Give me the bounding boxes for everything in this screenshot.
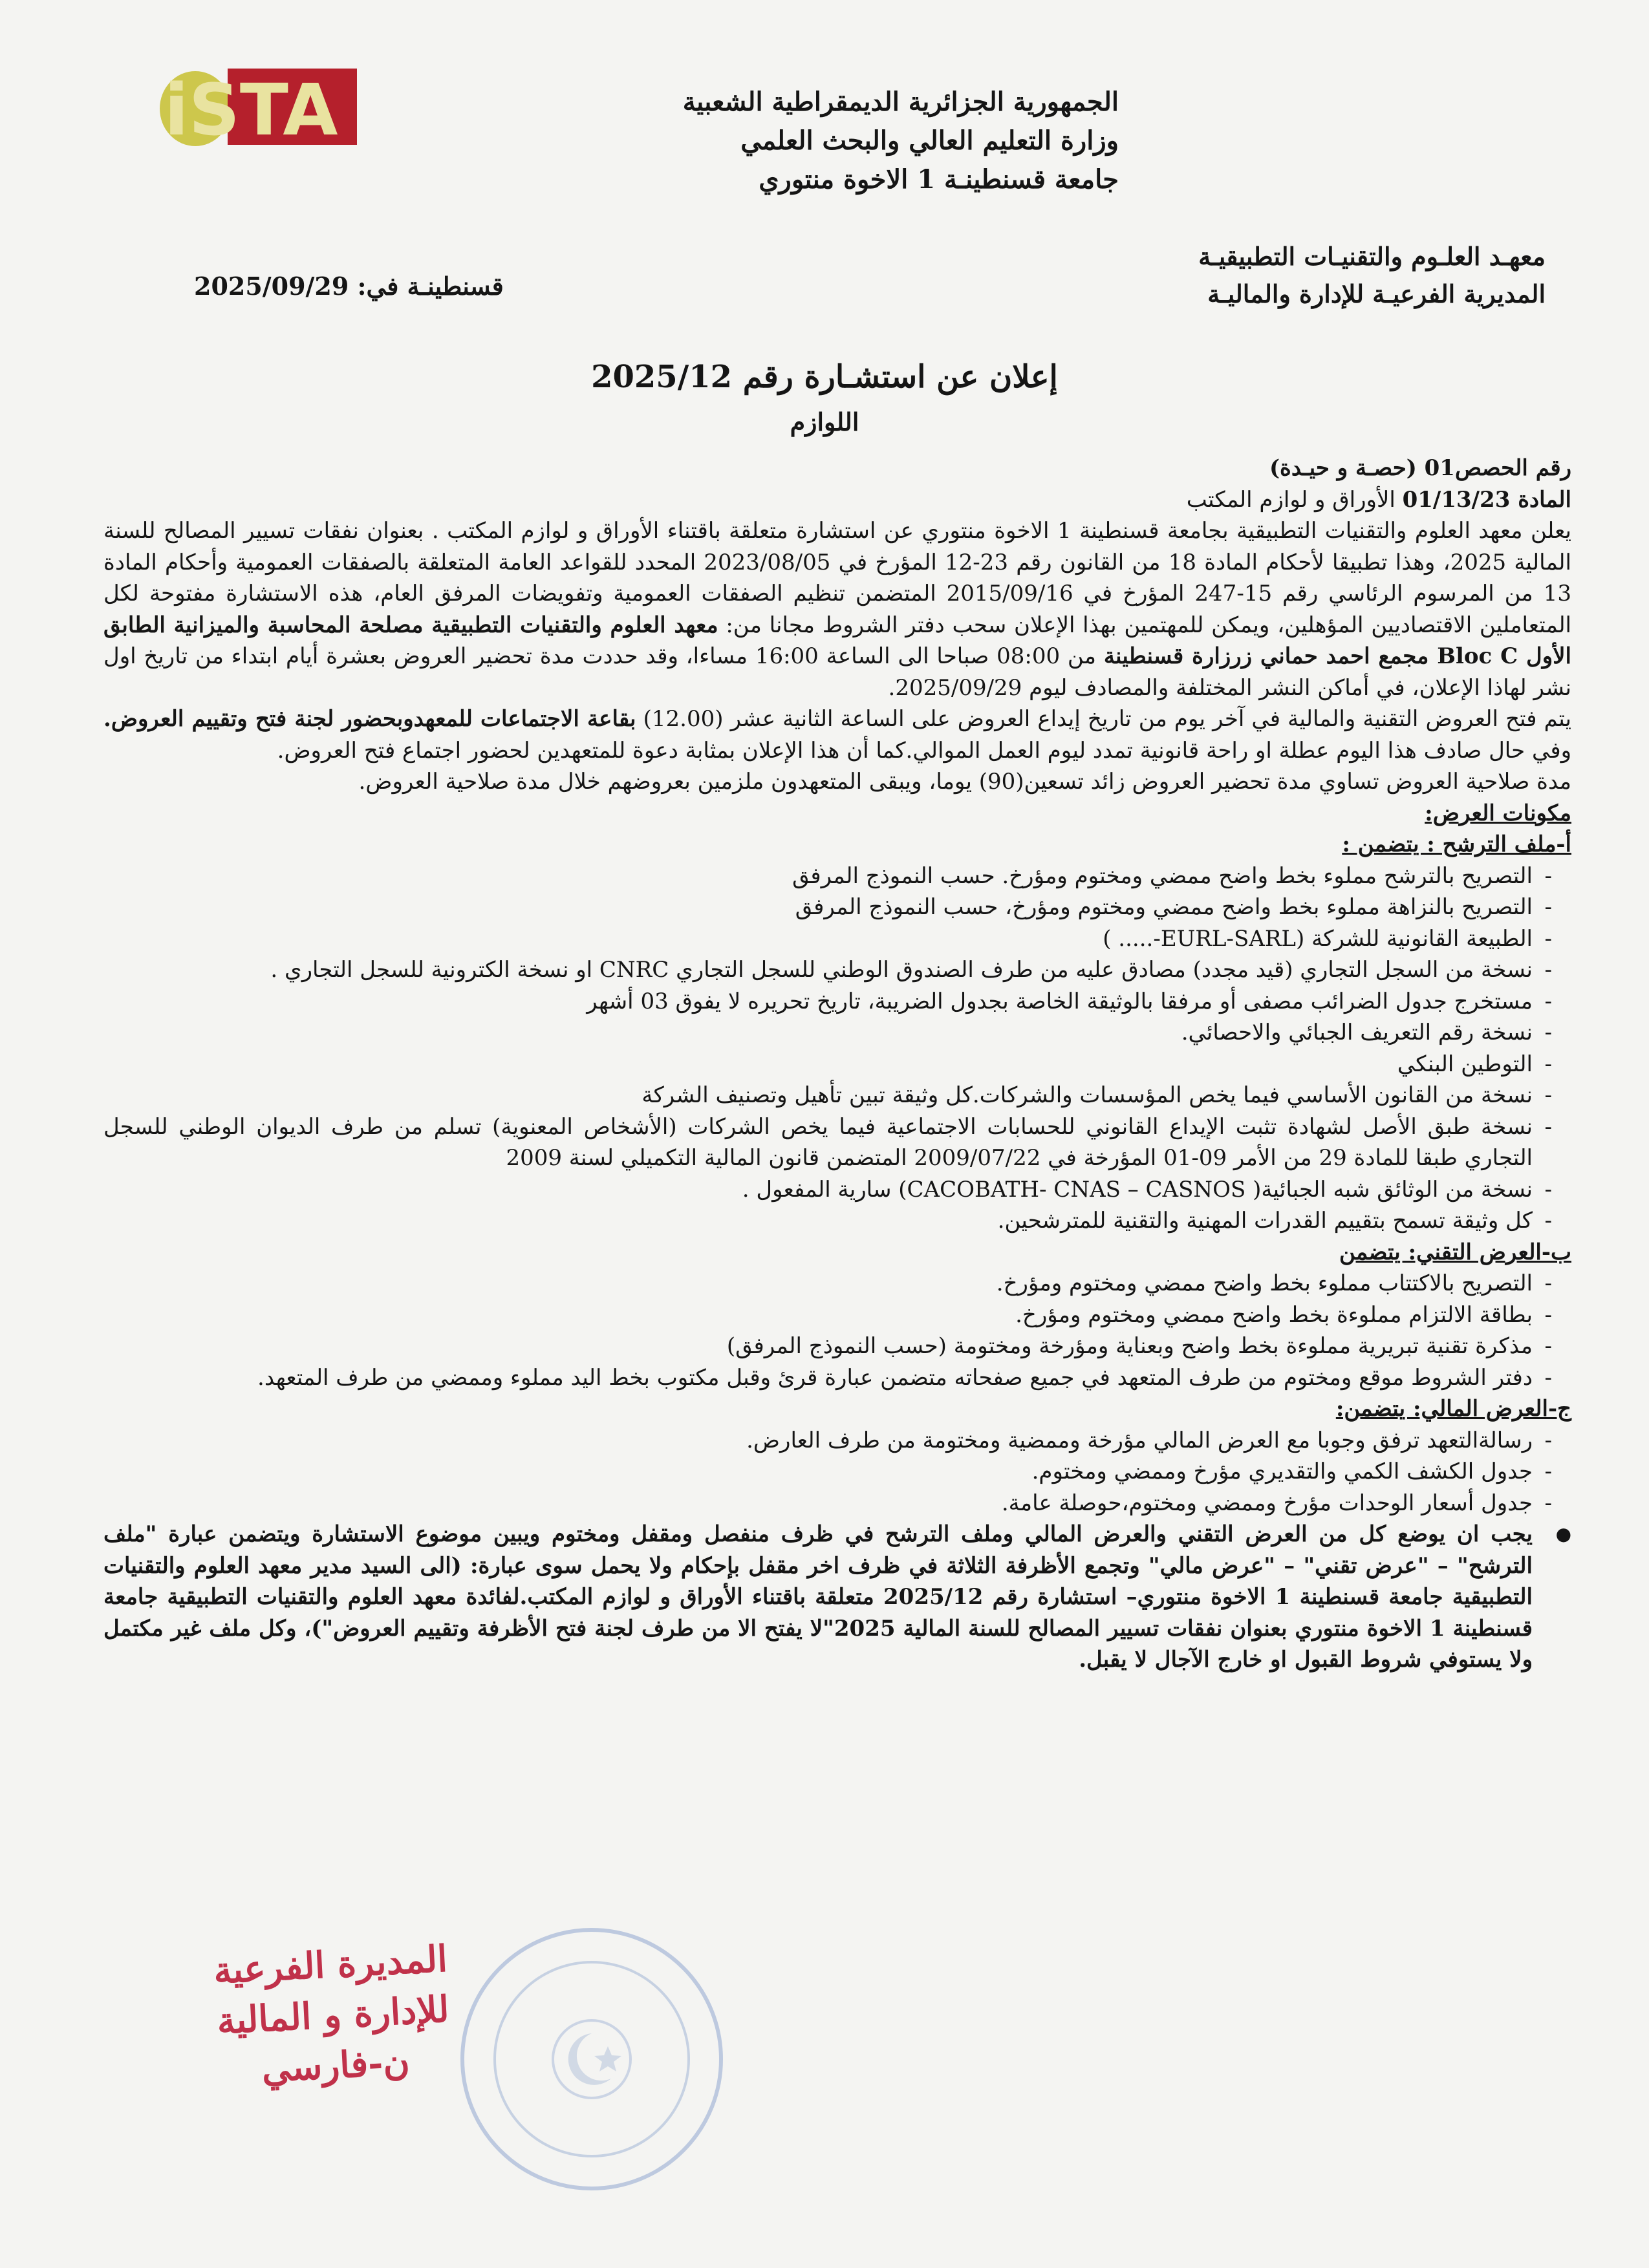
- list-item: - نسخة رقم التعريف الجبائي والاحصائي.: [103, 1017, 1552, 1049]
- list-item: - نسخة من الوثائق شبه الجبائية( CACOBATH- CNAS – CASNOS) سارية المفعول .: [103, 1174, 1552, 1206]
- header: [537, 83, 1119, 199]
- article-label: المادة 01/13/23: [1402, 486, 1571, 513]
- intro-p1-end: من 08:00 صباحا الى الساعة 16:00 مساءا، وقد حددت مدة تحضير العروض بعشرة أيام ابتداء من تاريخ اول نشر لهاذا الإعلان، في أماكن النشر المختلفة والمصادف ليوم 2025/09/29.: [103, 643, 1571, 701]
- list-item: - كل وثيقة تسمح بتقييم القدرات المهنية والتقنية للمترشحين.: [103, 1205, 1552, 1237]
- list-item: - جدول أسعار الوحدات مؤرخ وممضي ومختوم،حوصلة عامة.: [103, 1488, 1552, 1519]
- list-item: - نسخة طبق الأصل لشهادة تثبت الإيداع القانوني للحسابات الاجتماعية فيما يخص الشركات (الأشخاص المعنوية) تسلم من طرف الديوان الوطني للسجل التجاري طبقا للمادة 29 من الأمر 09-01 المؤرخة في 2009/07/22 المتضمن قانون المالية التكميلي لسنة 2009: [103, 1111, 1552, 1174]
- section-b-list: [103, 1268, 1571, 1393]
- logo-text: iSTA: [164, 69, 338, 151]
- section-c-list: [103, 1425, 1571, 1519]
- list-item: - مذكرة تقنية تبريرية مملوءة بخط واضح وبعناية ومؤرخة ومختومة (حسب النموذج المرفق): [103, 1331, 1552, 1362]
- section-a-list: [103, 861, 1571, 1237]
- date-line: قسنطينـة في: 2025/09/29: [194, 272, 504, 301]
- department-block: [964, 238, 1546, 313]
- department-subdirectorate: المديرية الفرعيـة للإدارة والماليـة: [1207, 279, 1546, 308]
- list-item: - التصريح بالاكتتاب مملوء بخط واضح ممضي ومختوم ومؤرخ.: [103, 1268, 1552, 1300]
- components-heading: مكونات العرض:: [1425, 800, 1571, 826]
- header-university: جامعة قسنطينـة 1 الاخوة منتوري: [759, 164, 1119, 195]
- intro-p2-end: وفي حال صادف هذا اليوم عطلة او راحة قانونية تمدد ليوم العمل الموالي.كما أن هذا الإعلان بمثابة دعوة للمتعهدين لحضور اجتماع فتح العروض.: [277, 737, 1571, 764]
- intro-p2-bold: بقاعة الاجتماعات للمعهدوبحضور لجنة فتح وتقييم العروض.: [103, 706, 636, 732]
- intro-p1-text: يعلن معهد العلوم والتقنيات التطبيقية بجامعة قسنطينة 1 الاخوة منتوري عن استشارة متعلقة باقتناء الأوراق و لوازم المكتب . بعنوان نفقات تسيير المصالح للسنة المالية 2025، وهذا تطبيقا لأحكام المادة 18 من القانون رقم 23-12 المؤرخ في 2023/08/05 المحدد للقواعد العامة المتعلقة بالصفقات العمومية وأحكام المادة 13 من المرسوم الرئاسي رقم 15-247 المؤرخ في 2015/09/16 المتضمن تنظيم الصفقات العمومية وتفويضات المرفق العام، هذه الاستشارة مفتوحة لكل المتعاملين الاقتصاديين المؤهلين، ويمكن للمهتمين بهذا الإعلان سحب دفتر الشروط مجانا من:: [103, 518, 1572, 638]
- official-seal-icon: [453, 1920, 731, 2198]
- intro-paragraph-3: مدة صلاحية العروض تساوي مدة تحضير العروض زائد تسعين(90) يوما، ويبقى المتعهدون ملزمين بعروضهم خلال مدة صلاحية العروض.: [358, 769, 1571, 795]
- page-subtitle: اللوازم: [790, 407, 859, 436]
- list-item: - نسخة من السجل التجاري (قيد مجدد) مصادق عليه من طرف الصندوق الوطني للسجل التجاري CNRC او نسخة الكترونية للسجل التجاري .: [103, 954, 1552, 986]
- ista-logo: [150, 57, 363, 154]
- list-item: - دفتر الشروط موقع ومختوم من طرف المتعهد في جميع صفحاته متضمن عبارة قرئ وقبل مكتوب بخط اليد مملوء وممضي من طرف المتعهد.: [103, 1362, 1552, 1394]
- section-a-heading: أ-ملف الترشح : يتضمن :: [1342, 831, 1571, 857]
- header-ministry: وزارة التعليم العالي والبحث العلمي: [740, 125, 1119, 156]
- header-republic: الجمهورية الجزائرية الديمقراطية الشعبية: [682, 87, 1119, 117]
- stamp-line-3: ن-فارسي: [261, 2040, 411, 2091]
- section-c-heading: ج-العرض المالي: يتضمن:: [1335, 1396, 1571, 1422]
- list-item: - بطاقة الالتزام مملوءة بخط واضح ممضي ومختوم ومؤرخ.: [103, 1300, 1552, 1331]
- page-title: إعلان عن استشـارة رقم 2025/12: [591, 359, 1058, 395]
- final-note: ● يجب ان يوضع كل من العرض التقني والعرض المالي وملف الترشح في ظرف منفصل ومقفل ومختوم ويبين موضوع الاستشارة ويتضمن عبارة "ملف الترشح" – "عرض تقني" – "عرض مالي" وتجمع الأظرفة الثلاثة في ظرف اخر مقفل بإحكام ولا يحمل سوى عبارة: (الى السيد مدير معهد العلوم والتقنيات التطبيقية جامعة قسنطينة 1 الاخوة منتوري– استشارة رقم 2025/12 متعلقة باقتناء الأوراق و لوازم المكتب.لفائدة معهد العلوم والتقنيات التطبيقية جامعة قسنطينة 1 الاخوة منتوري بعنوان نفقات تسيير المصالح للسنة المالية 2025"لا يفتح الا من طرف لجنة فتح الأظرفة وتقييم العروض")، وكل ملف غير مكتمل ولا يستوفي شروط القبول او خارج الآجال لا يقبل.: [103, 1519, 1571, 1676]
- list-item: - التصريح بالترشح مملوء بخط واضح ممضي ومختوم ومؤرخ. حسب النموذج المرفق: [103, 861, 1552, 892]
- list-item: - مستخرج جدول الضرائب مصفى أو مرفقا بالوثيقة الخاصة بجدول الضريبة، تاريخ تحريره لا يفوق 03 أشهر: [103, 986, 1552, 1018]
- intro-paragraph-1: [103, 515, 1571, 703]
- announcement-body: [103, 453, 1571, 1676]
- stamp-line-1: المديرة الفرعية: [212, 1937, 449, 1993]
- article-line: [103, 484, 1571, 516]
- list-item: - رسالةالتعهد ترفق وجوبا مع العرض المالي مؤرخة وممضية ومختومة من طرف العارض.: [103, 1425, 1552, 1457]
- list-item: - التصريح بالنزاهة مملوء بخط واضح ممضي ومختوم ومؤرخ، حسب النموذج المرفق: [103, 892, 1552, 923]
- list-item: - التوطين البنكي: [103, 1049, 1552, 1080]
- list-item: - نسخة من القانون الأساسي فيما يخص المؤسسات والشركات.كل وثيقة تبين تأهيل وتصنيف الشركة: [103, 1080, 1552, 1111]
- section-b-heading: ب-العرض التقني: يتضمن: [1339, 1239, 1571, 1265]
- intro-p2-text: يتم فتح العروض التقنية والمالية في آخر يوم من تاريخ إيداع العروض على الساعة الثانية عشر (12.00): [636, 706, 1572, 732]
- article-text: الأوراق و لوازم المكتب: [1186, 486, 1403, 513]
- lot-line: رقم الحصص01 (حصـة و حيـدة): [1269, 455, 1571, 481]
- department-institute: معهـد العلـوم والتقنيـات التطبيقيـة: [1198, 242, 1546, 271]
- list-item: - جدول الكشف الكمي والتقديري مؤرخ وممضي ومختوم.: [103, 1456, 1552, 1488]
- list-item: - الطبيعة القانونية للشركة (EURL-SARL-..... ): [103, 923, 1552, 955]
- stamp-line-2: للإدارة و المالية: [215, 1987, 451, 2043]
- intro-paragraph-2: [103, 703, 1571, 766]
- intro-p1-bold: معهد العلوم والتقنيات التطبيقية مصلحة المحاسبة والميزانية الطابق الأول Bloc C مجمع احمد حماني زرزارة قسنطينة: [103, 612, 1571, 669]
